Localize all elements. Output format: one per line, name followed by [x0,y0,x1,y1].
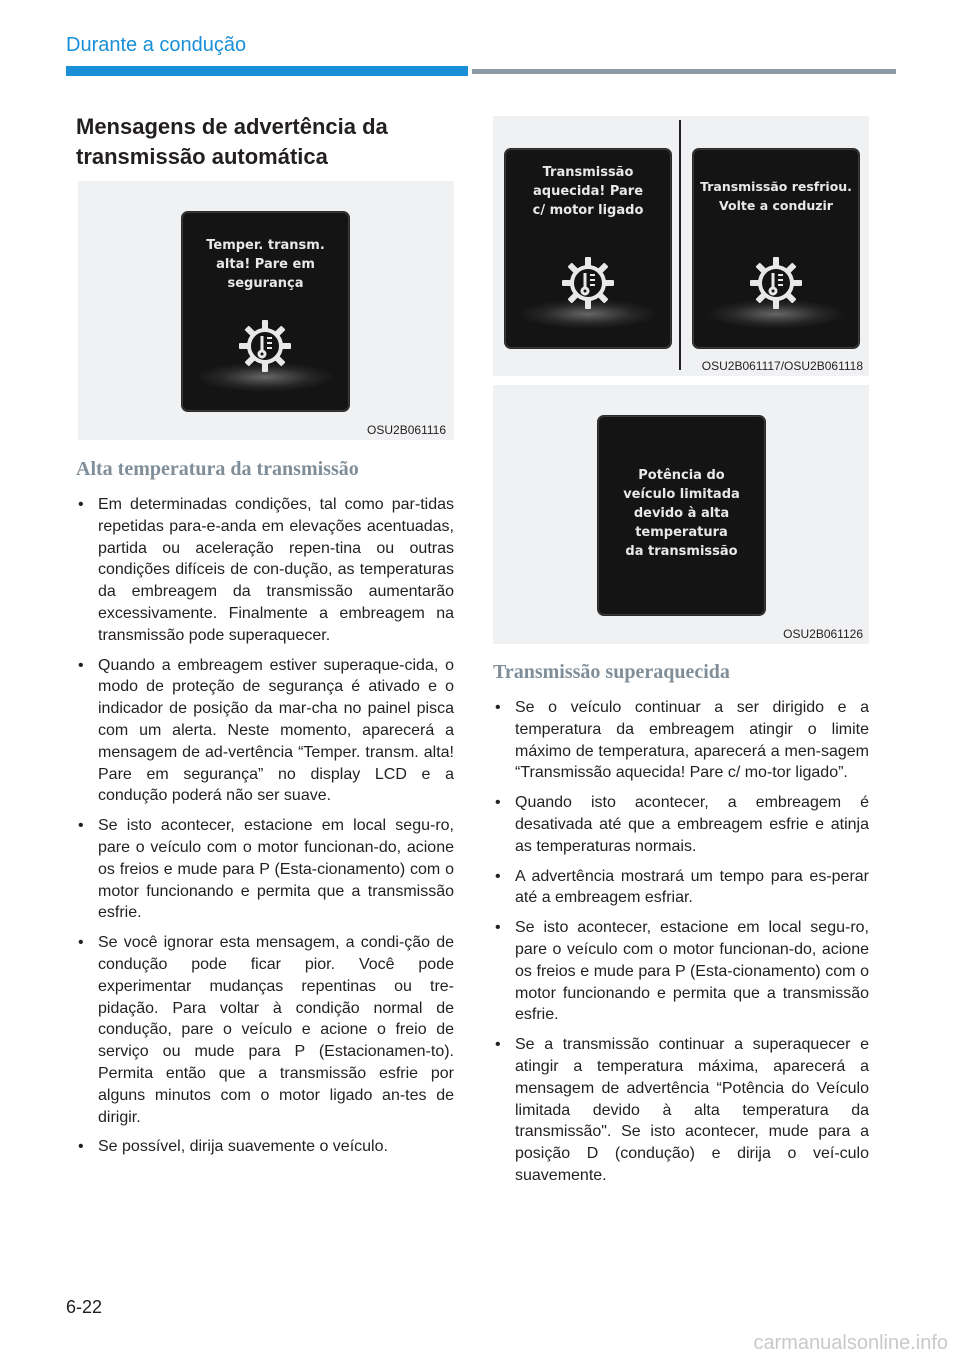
section-title: Mensagens de advertência da transmissão automática [76,114,388,169]
header-divider-bar [472,69,896,74]
transmission-temperature-gear-icon [748,255,804,311]
figure-2-divider [679,120,681,370]
left-bullet-list [76,494,454,1166]
watermark: carmanualsonline.info [753,1332,948,1354]
lcd-message-3: Potência do veículo limitada devido à alta temperatura da transmissão [623,468,740,559]
figure-3-caption: OSU2B061126 [783,627,863,641]
lcd-message-2b: Transmissão resfriou. Volte a conduzir [700,179,852,213]
subsection-title-overheated: Transmissão superaquecida [493,661,730,683]
page-number: 6-22 [66,1297,103,1317]
list-item: • Se você ignorar esta mensagem, a condi-ção de condução pode ficar pior. Você pode experimentar mudanças repentinas ou tre-pidação. Para voltar à condição normal de condução, pare o veículo e acione o freio de serviço ou mude para P (Estacionamen-to). Permita então que a transmissão esfrie por alguns minutos com o motor ligado an-tes de dirigir. [76,932,454,1128]
figure-3-panel [493,385,869,644]
list-item: • Quando isto acontecer, a embreagem é desativada até que a embreagem esfrie e atinja as temperaturas normais. [493,792,869,857]
list-item: • Se possível, dirija suavemente o veículo. [76,1136,454,1158]
lcd-message-1: Temper. transm. alta! Pare em segurança [206,238,325,291]
list-item: • A advertência mostrará um tempo para es-perar até a embreagem esfriar. [493,866,869,910]
transmission-temperature-gear-icon [237,318,293,374]
list-item: • Se a transmissão continuar a superaquecer e atingir a temperatura máxima, aparecerá a mensagem de advertência “Potência do Veículo limitada devido à alta temperatura da transmissão". Se isto acontecer, mude para a posição D (condução) e dirija o veí-culo suavemente. [493,1034,869,1187]
running-header: Durante a condução [66,34,247,56]
right-bullet-list [493,697,869,1195]
figure-1-caption: OSU2B061116 [367,423,446,437]
list-item: • Se o veículo continuar a ser dirigido e a temperatura da embreagem atingir o limite máximo de temperatura, aparecerá a men-sagem “Transmissão aquecida! Pare c/ mo-tor ligado”. [493,697,869,784]
list-item: • Se isto acontecer, estacione em local segu-ro, pare o veículo com o motor funcionan-do, acione os freios e mude para P (Esta-cionamento) com o motor funcionando e permita que a transmissão esfrie. [76,815,454,924]
list-item: • Quando a embreagem estiver superaque-cida, o modo de proteção de segurança é ativado e o indicador de posição da mar-cha no painel pisca com um alerta. Neste momento, aparecerá a mensagem de ad-vertência “Temper. transm. alta! Pare em segurança” no display LCD e a condução poderá não ser suave. [76,655,454,808]
header-accent-bar [66,66,468,76]
subsection-title-high-temperature: Alta temperatura da transmissão [76,458,359,480]
lcd-display-2a [504,148,672,349]
figure-1-panel [78,181,454,440]
list-item: • Se isto acontecer, estacione em local segu-ro, pare o veículo com o motor funcionan-do, acione os freios e mude para P (Esta-cionamento) com o motor funcionando e permita que a transmissão esfrie. [493,917,869,1026]
lcd-message-2a: Transmissão aquecida! Pare c/ motor ligado [532,165,644,218]
lcd-display-2b [692,148,860,349]
list-item: • Em determinadas condições, tal como par-tidas repetidas para-e-anda em elevações acentuadas, partida ou aceleração repen-tina ou outras condições difíceis de con-dução, as temperaturas da embreagem da transmissão aumentarão excessivamente. Finalmente a embreagem na transmissão pode superaquecer. [76,494,454,647]
figure-2-panel [493,116,869,376]
lcd-display-1 [181,211,350,412]
lcd-display-3 [597,415,766,616]
transmission-temperature-gear-icon [560,255,616,311]
figure-2-caption: OSU2B061117/OSU2B061118 [701,359,863,373]
